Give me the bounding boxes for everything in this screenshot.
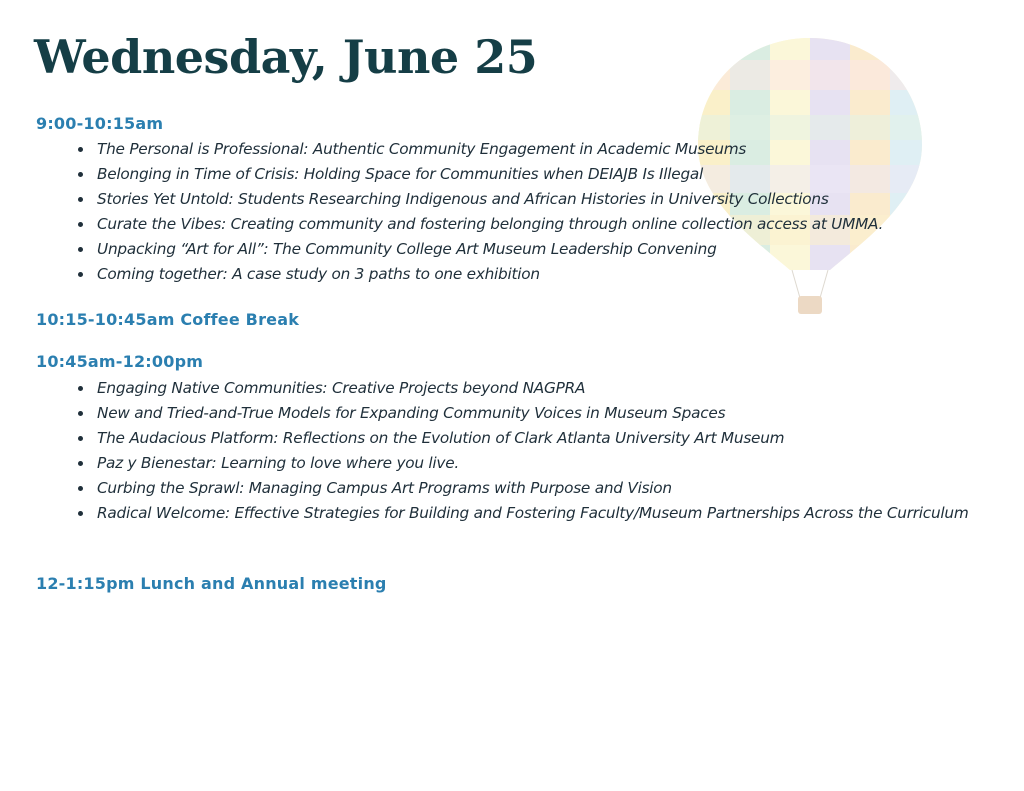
- list-item: New and Tried-and-True Models for Expanding Community Voices in Museum Spaces: [70, 401, 980, 426]
- list-item: The Audacious Platform: Reflections on the Evolution of Clark Atlanta University Art Museum: [70, 426, 980, 451]
- session-list-block2: [70, 376, 980, 526]
- list-item: Paz y Bienestar: Learning to love where you live.: [70, 451, 980, 476]
- list-item: Unpacking “Art for All”: The Community College Art Museum Leadership Convening: [70, 237, 980, 262]
- list-item: Stories Yet Untold: Students Researching Indigenous and African Histories in University Collections: [70, 187, 980, 212]
- page-title: Wednesday, June 25: [34, 30, 538, 84]
- list-item: The Personal is Professional: Authentic Community Engagement in Academic Museums: [70, 137, 980, 162]
- time-heading-block2: 10:45am-12:00pm: [36, 352, 204, 371]
- list-item: Belonging in Time of Crisis: Holding Space for Communities when DEIAJB Is Illegal: [70, 162, 980, 187]
- list-item: Curate the Vibes: Creating community and fostering belonging through online collection access at UMMA.: [70, 212, 980, 237]
- list-item: Radical Welcome: Effective Strategies for Building and Fostering Faculty/Museum Partnerships Across the Curriculum: [70, 501, 980, 526]
- lunch-heading: 12-1:15pm Lunch and Annual meeting: [36, 574, 387, 593]
- session-list-block1: [70, 137, 980, 287]
- list-item: Coming together: A case study on 3 paths to one exhibition: [70, 262, 980, 287]
- time-heading-block1: 9:00-10:15am: [36, 114, 164, 133]
- list-item: Engaging Native Communities: Creative Projects beyond NAGPRA: [70, 376, 980, 401]
- list-item: Curbing the Sprawl: Managing Campus Art Programs with Purpose and Vision: [70, 476, 980, 501]
- coffee-break-heading: 10:15-10:45am Coffee Break: [36, 310, 300, 329]
